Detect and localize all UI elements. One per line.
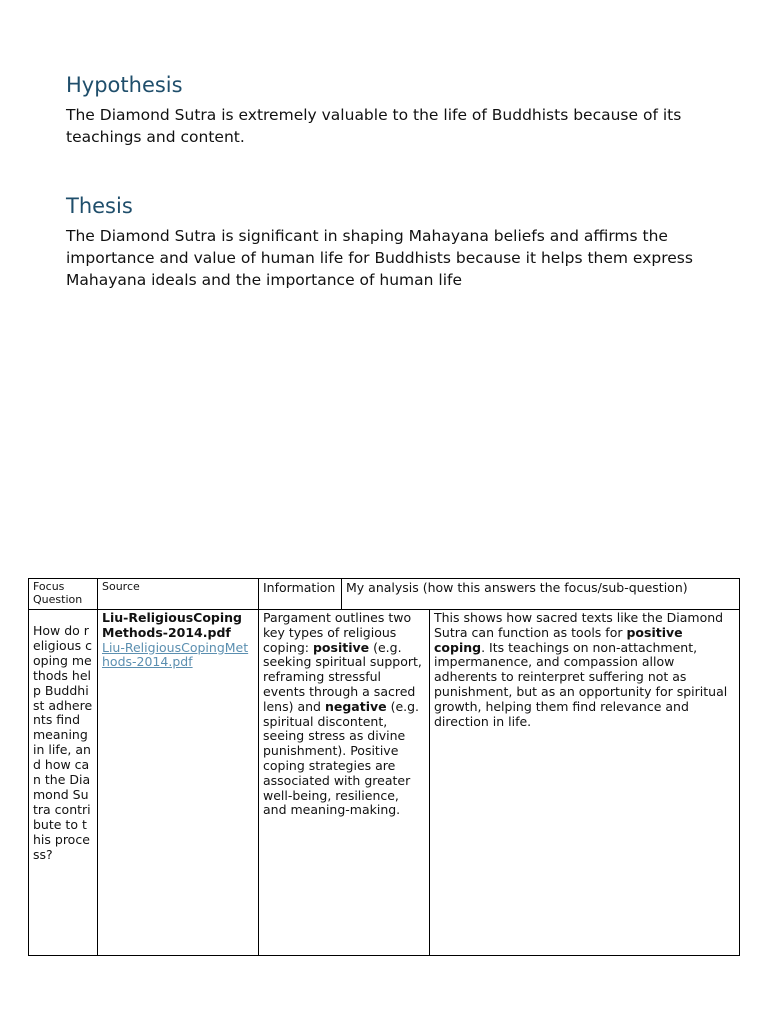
research-table [28,578,740,956]
header-analysis: My analysis (how this answers the focus/sub-question) [346,580,688,595]
information-text-1: Pargament outlines two key types of religious coping: [263,610,412,655]
information-bold-negative: negative [324,698,387,714]
hypothesis-text: The Diamond Sutra is extremely valuable to the life of Buddhists because of its teachings and content. [66,106,682,146]
analysis-bold-positive-coping: positive coping [434,624,683,655]
analysis-text-2: . Its teachings on non-attachment, impermanence, and compassion allow adherents to reinterpret suffering not as punishment, but as an opportunity for spiritual growth, helping them find relevance and direction in life. [434,639,728,729]
header-information: Information [263,580,336,595]
analysis-text-1: This shows how sacred texts like the Diamond Sutra can function as tools for [434,610,724,640]
analysis-cell [430,610,739,955]
source-title: Liu-ReligiousCopingMethods-2014.pdf [102,610,243,640]
information-cell [259,610,429,955]
focus-question-cell: How do religious coping methods help Buddhist adherents find meaning in life, and how can the Diamond Sutra contribute to this process? [33,623,93,862]
header-focus-question: Focus Question [33,580,83,606]
source-link[interactable]: Liu-ReligiousCopingMethods-2014.pdf [102,639,249,670]
source-cell [98,610,258,955]
thesis-text: The Diamond Sutra is significant in shaping Mahayana beliefs and affirms the importance and value of human life for Buddhists because it helps them express Mahayana ideals and the importance of human life [66,227,693,289]
thesis-heading: Thesis [66,194,133,218]
information-text-2: (e.g. seeking spiritual support, reframing stressful events through a sacred lens) and [263,639,422,714]
hypothesis-heading: Hypothesis [66,73,183,97]
header-source: Source [102,580,140,593]
information-text-3: (e.g. spiritual discontent, seeing stress as divine punishment). Positive coping strategies are associated with greater well-being, resilience, and meaning-making. [263,698,420,818]
information-bold-positive: positive [312,639,370,655]
